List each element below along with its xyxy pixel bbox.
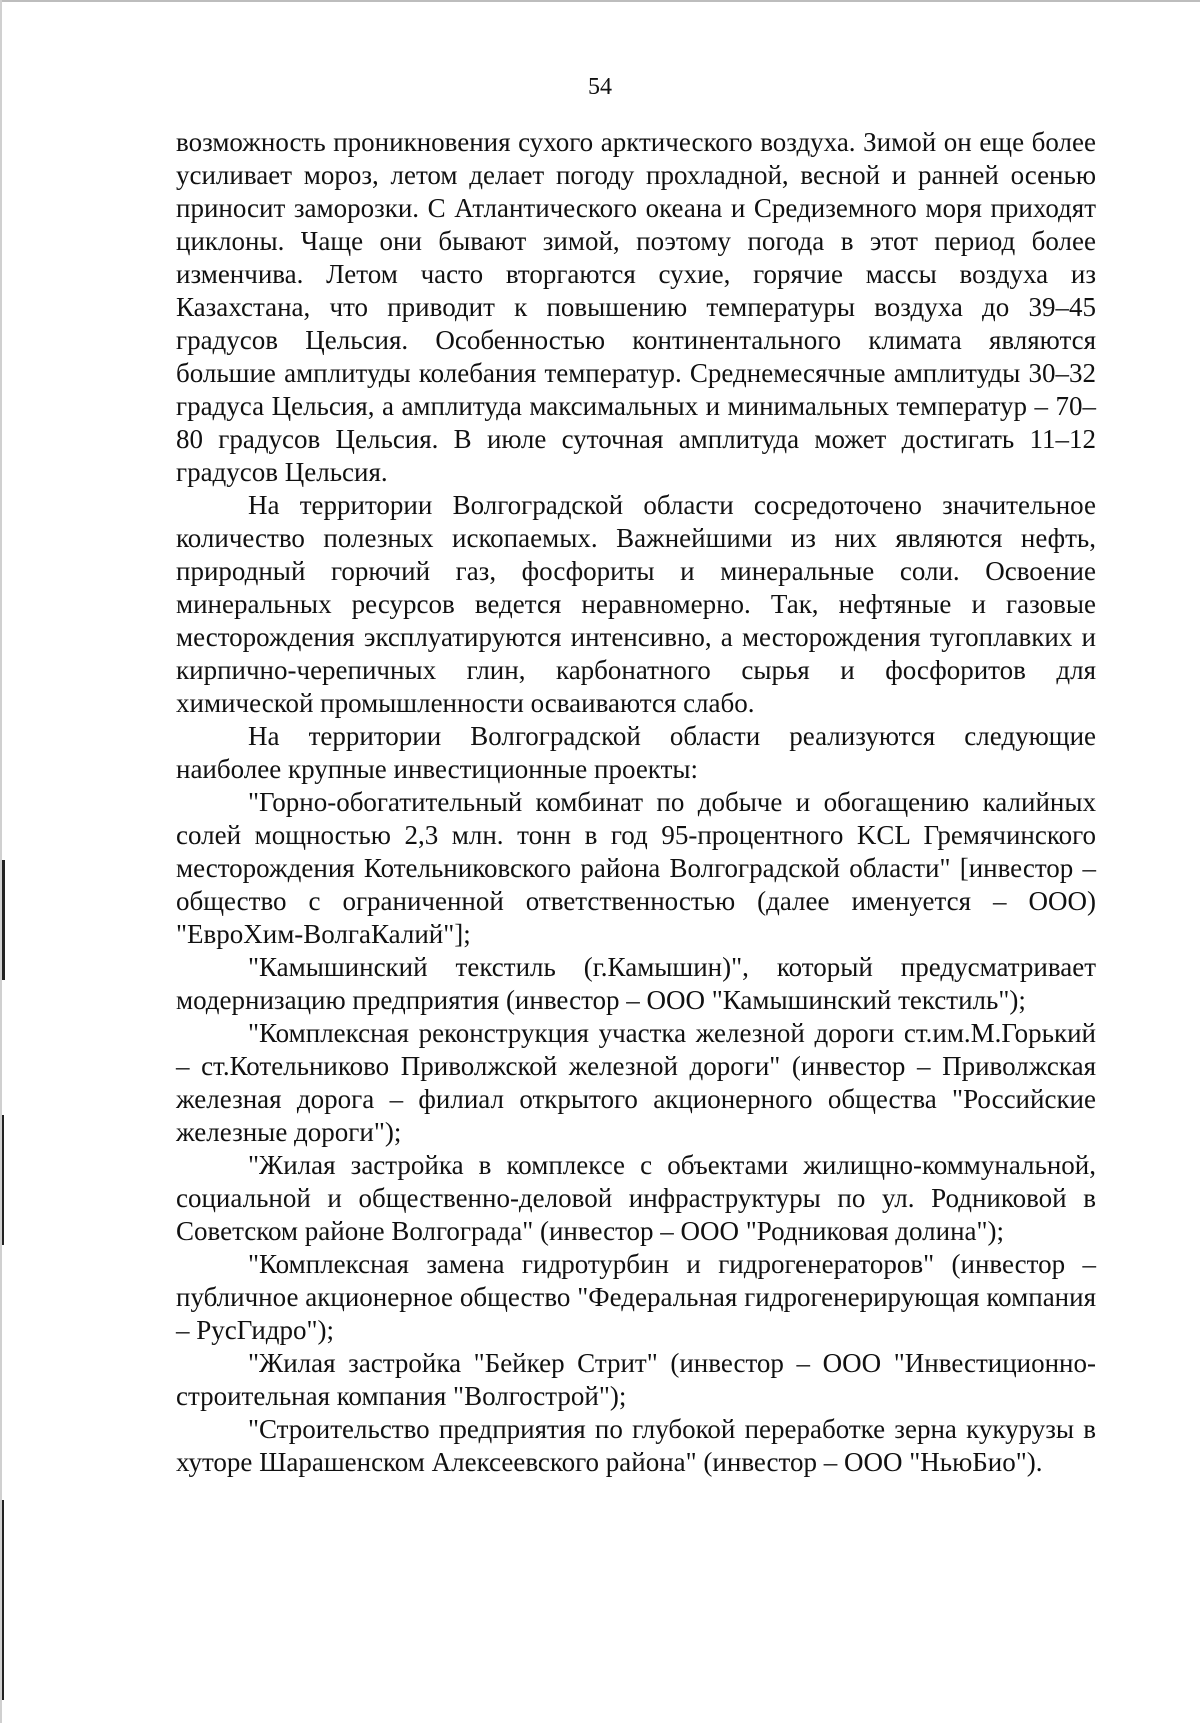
document-body [176,126,1096,1479]
scan-margin-mark [2,860,5,980]
project-item: "Строительство предприятия по глубокой переработке зерна кукурузы в хуторе Шарашенском Алексеевского района" (инвестор – ООО "НьюБио"). [176,1414,1096,1477]
scan-margin-mark [2,1500,4,1700]
scan-margin-mark [2,1115,4,1245]
project-item: "Жилая застройка "Бейкер Стрит" (инвестор – ООО "Инвестиционно-строительная компания "Волгострой"); [176,1348,1096,1411]
project-item: "Камышинский текстиль (г.Камышин)", который предусматривает модернизацию предприятия (инвестор – ООО "Камышинский текстиль"); [176,952,1096,1015]
paragraph-minerals: На территории Волгоградской области сосредоточено значительное количество полезных ископаемых. Важнейшими из них являются нефть, природный горючий газ, фосфориты и минеральные соли. Освоение минеральных ресурсов ведется неравномерно. Так, нефтяные и газовые месторождения эксплуатируются интенсивно, а месторождения тугоплавких и кирпично-черепичных глин, карбонатного сырья и фосфоритов для химической промышленности осваиваются слабо. [176,490,1096,718]
paragraph-projects-intro: На территории Волгоградской области реализуются следующие наиболее крупные инвестиционные проекты: [176,721,1096,784]
project-item: "Горно-обогатительный комбинат по добыче и обогащению калийных солей мощностью 2,3 млн. тонн в год 95-процентного KCL Гремячинского месторождения Котельниковского района Волгоградской области" [инвестор – общество с ограниченной ответственностью (далее именуется – ООО) "ЕвроХим-ВолгаКалий"]; [176,787,1096,949]
project-item: "Жилая застройка в комплексе с объектами жилищно-коммунальной, социальной и общественно-деловой инфраструктуры по ул. Родниковой в Советском районе Волгограда" (инвестор – ООО "Родниковая долина"); [176,1150,1096,1246]
paragraph-climate-continued: возможность проникновения сухого арктического воздуха. Зимой он еще более усиливает мороз, летом делает погоду прохладной, весной и ранней осенью приносит заморозки. С Атлантического океана и Средиземного моря приходят циклоны. Чаще они бывают зимой, поэтому погода в этот период более изменчива. Летом часто вторгаются сухие, горячие массы воздуха из Казахстана, что приводит к повышению температуры воздуха до 39–45 градусов Цельсия. Особенностью континентального климата являются большие амплитуды колебания температур. Среднемесячные амплитуды 30–32 градуса Цельсия, а амплитуда максимальных и минимальных температур – 70–80 градусов Цельсия. В июле суточная амплитуда может достигать 11–12 градусов Цельсия. [176,127,1096,487]
scan-edge-top [0,0,1200,2]
project-item: "Комплексная замена гидротурбин и гидрогенераторов" (инвестор – публичное акционерное общество "Федеральная гидрогенерирующая компания – РусГидро"); [176,1249,1096,1345]
project-item: "Комплексная реконструкция участка железной дороги ст.им.М.Горький – ст.Котельниково Приволжской железной дороги" (инвестор – Приволжская железная дорога – филиал открытого акционерного общества "Российские железные дороги"); [176,1018,1096,1147]
page-number: 54 [588,74,612,100]
